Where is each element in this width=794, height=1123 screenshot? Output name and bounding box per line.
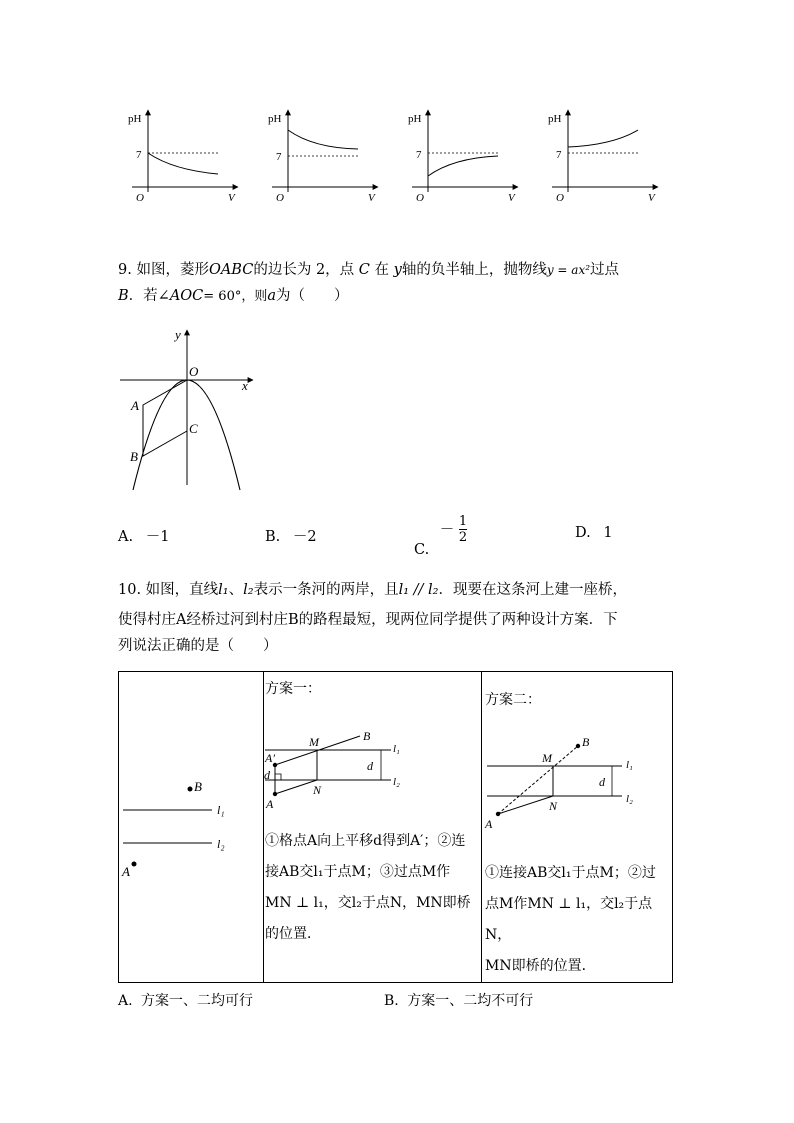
line-l1: l₁: [218, 582, 229, 598]
v-label: V: [368, 192, 375, 204]
ph-label: pH: [268, 113, 282, 125]
plan2-step-line: MN即桥的位置．: [485, 958, 596, 974]
origin-label: O: [416, 192, 424, 204]
q9-option-c[interactable]: [414, 514, 468, 558]
q9-text: 在: [374, 262, 390, 278]
v-label: V: [228, 192, 235, 204]
plan1-figure: [263, 724, 423, 809]
plan2-d-label: d: [599, 775, 605, 789]
q10-option-a[interactable]: [118, 990, 253, 1010]
plan2-n-label: N: [549, 799, 558, 813]
q9-option-b[interactable]: [265, 525, 317, 546]
point-c: C: [358, 262, 370, 278]
plan2-step-line: ①连接AB交l₁于点M；②过: [485, 865, 656, 881]
ph-graphs: [118, 100, 678, 215]
fraction: [459, 514, 467, 545]
q9-text: 为（ ）: [276, 288, 349, 304]
q9-text: 的边长为 2，点: [253, 262, 355, 278]
line-l2: l₂: [243, 582, 254, 598]
q10-text: ．现要在这条河上建一座桥，: [438, 582, 627, 598]
q9-text: ．若∠: [128, 288, 170, 304]
plan1-title: 方案一：: [265, 681, 321, 697]
q9-option-a[interactable]: [118, 525, 169, 546]
option-key: A.: [118, 529, 134, 545]
fig-a-label: A: [131, 398, 139, 413]
q10-text: 如图，直线: [145, 582, 219, 598]
option-key: C.: [414, 541, 430, 558]
q9-text: 过点: [590, 262, 620, 278]
q9-option-d[interactable]: [575, 525, 613, 541]
plan1-a-label: A: [266, 797, 274, 809]
ph-7-label: 7: [136, 149, 142, 161]
plan2-figure: [482, 730, 672, 840]
plan1-n-label: N: [313, 783, 322, 797]
ph-7-label: 7: [556, 149, 562, 161]
parallel-expr: l₁ // l₂: [398, 582, 439, 598]
fig-o-label: O: [189, 364, 199, 379]
fig-x-label: x: [242, 378, 248, 393]
v-label: V: [648, 192, 655, 204]
plan1-d2-label: d: [367, 759, 373, 773]
parabola-formula: y = ax²: [546, 263, 591, 277]
plan2-title: 方案二：: [485, 692, 541, 708]
q9-text: 如图，菱形: [136, 262, 209, 278]
q9-number: 9.: [118, 262, 132, 278]
option-key: B.: [265, 529, 281, 545]
plan2-b-label: B: [582, 735, 590, 749]
var-a: a: [267, 288, 277, 304]
plan1-step-line: MN ⊥ l₁，交l₂于点N，MN即桥: [265, 895, 471, 911]
table-divider: [263, 672, 264, 982]
plan1-m-label: M: [309, 735, 319, 749]
option-key: D.: [575, 525, 591, 541]
plan1-l1-label: l₁: [393, 743, 400, 755]
q10-line2: 使得村庄A经桥过河到村庄B的路程最短，现两位同学提供了两种设计方案．下: [118, 612, 618, 628]
origin-label: O: [556, 192, 564, 204]
q10-line3: 列说法正确的是（ ）: [118, 638, 278, 654]
angle-value: = 60°，则: [203, 289, 268, 304]
rhombus-name: OABC: [208, 262, 254, 278]
q9-line1: [118, 258, 619, 282]
plan1-aprime-label: A′: [265, 751, 275, 765]
ph-graph-b: [268, 110, 378, 204]
v-label: V: [508, 192, 515, 204]
fig-b-label: B: [130, 449, 138, 464]
plan2-m-label: M: [542, 751, 552, 765]
ph-graph-d: [548, 110, 658, 204]
ph-label: pH: [408, 113, 422, 125]
option-sign: －: [439, 521, 455, 538]
angle-name: AOC: [169, 288, 204, 304]
ph-7-label: 7: [276, 151, 282, 163]
plan2-l1-label: l₁: [626, 759, 633, 771]
plan1-b-label: B: [363, 729, 371, 743]
q10-option-b[interactable]: [384, 990, 533, 1010]
option-value: 方案一、二均不可行: [407, 993, 534, 1009]
fig-y-label: y: [175, 327, 181, 342]
fraction-den: 2: [458, 530, 468, 545]
q9-figure: [118, 325, 278, 495]
ph-label: pH: [548, 113, 562, 125]
plan2-a-label: A: [485, 817, 493, 831]
origin-label: O: [136, 192, 144, 204]
cell1-a-label: A: [122, 864, 130, 879]
plan1-step-line: ①格点A向上平移d得到A′；②连: [265, 833, 466, 849]
ph-7-label: 7: [416, 149, 422, 161]
plan1-steps: [265, 826, 479, 950]
option-value: －2: [292, 529, 317, 545]
origin-label: O: [276, 192, 284, 204]
ph-graph-c: [408, 110, 518, 204]
plan1-l2-label: l₂: [393, 776, 400, 788]
q10-number: 10.: [118, 582, 142, 598]
cell1-l2-label: l₂: [217, 837, 225, 851]
plan2-step-line: 点M作MN ⊥ l₁，交l₂于点N，: [485, 896, 653, 943]
ph-graph-a: [128, 110, 238, 204]
point-b: B: [118, 288, 129, 304]
plan2-l2-label: l₂: [626, 793, 633, 805]
option-key: A.: [118, 993, 133, 1009]
plans-table: [118, 671, 673, 983]
option-value: 1: [603, 525, 613, 541]
cell1-l1-label: l₁: [217, 803, 225, 817]
plan1-step-line: 的位置．: [265, 926, 321, 942]
fig-c-label: C: [189, 421, 198, 436]
fraction-num: 1: [458, 514, 468, 529]
q10-text: 表示一条河的两岸，且: [253, 582, 399, 598]
option-value: －1: [145, 529, 170, 545]
option-key: B.: [384, 993, 399, 1009]
plan1-step-line: 接AB交l₁于点M；③过点M作: [265, 864, 451, 880]
q9-text: 轴的负半轴上，抛物线: [401, 262, 547, 278]
q9-line2: [118, 284, 349, 309]
q10-line1: [118, 578, 627, 602]
y-axis-name: y: [393, 262, 402, 278]
cell1-b-label: B: [194, 779, 202, 794]
plan2-steps: [485, 858, 671, 982]
option-value: 方案一、二均可行: [141, 993, 254, 1009]
cell1-figure: [119, 772, 263, 882]
ph-label: pH: [128, 113, 142, 125]
plan1-d-label: d: [264, 768, 270, 782]
q10-text: 、: [228, 582, 244, 598]
